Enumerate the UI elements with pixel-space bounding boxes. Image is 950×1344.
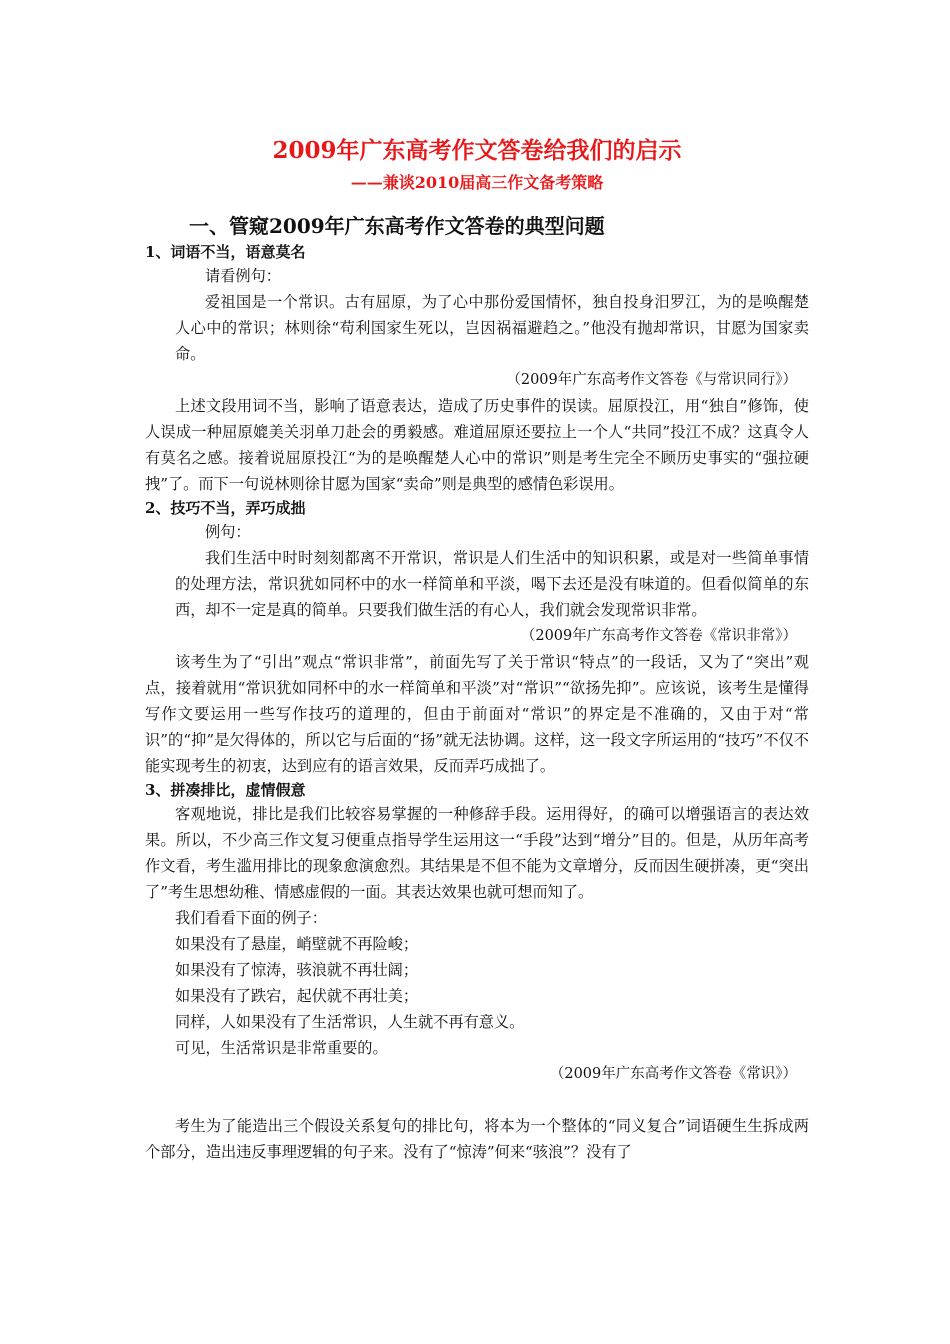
section1-heading: 一、管窥2009年广东高考作文答卷的典型问题 bbox=[189, 214, 605, 238]
item3-example-line: 如果没有了悬崖，峭壁就不再险峻； bbox=[175, 935, 418, 953]
spacer bbox=[145, 1087, 809, 1113]
item2-heading: 2、技巧不当，弄巧成拙 bbox=[145, 499, 306, 517]
item3-lead: 我们看看下面的例子： bbox=[175, 909, 327, 927]
item3-example-line: 如果没有了跌宕，起伏就不再壮美； bbox=[175, 987, 418, 1005]
item1-heading: 1、词语不当，语意莫名 bbox=[145, 243, 306, 261]
item3-heading: 3、拼凑排比，虚情假意 bbox=[145, 781, 306, 799]
item1-example bbox=[145, 289, 809, 367]
item3-analysis: 考生为了能造出三个假设关系复句的排比句，将本为一个整体的“同义复合”词语硬生生拆成两个部分，造出违反事理逻辑的句子来。没有了“惊涛”何来“骇浪”？没有了 bbox=[145, 1117, 809, 1161]
item3-example-line: 如果没有了惊涛，骇浪就不再壮阔； bbox=[175, 961, 418, 979]
item3-intro: 客观地说，排比是我们比较容易掌握的一种修辞手段。运用得好，的确可以增强语言的表达效果。所以，不少高三作文复习便重点指导学生运用这一“手段”达到“增分”目的。但是，从历年高考作文看，考生滥用排比的现象愈演愈烈。其结果是不但不能为文章增分，反而因生硬拼凑，更“突出了”考生思想幼稚、情感虚假的一面。其表达效果也就可想而知了。 bbox=[145, 805, 809, 901]
document-content bbox=[145, 135, 809, 1165]
document-subtitle: ——兼谈2010届高三作文备考策略 bbox=[350, 173, 604, 192]
item2-analysis: 该考生为了“引出”观点“常识非常”，前面先写了关于常识“特点”的一段话，又为了“突出”观点，接着就用“常识犹如同杯中的水一样简单和平淡”对“常识”“欲扬先抑”。应该说，该考生是懂得写作文要运用一些写作技巧的道理的，但由于前面对“常识”的界定是不准确的，又由于对“常识”的“抑”是欠得体的，所以它与后面的“扬”就无法协调。这样，这一段文字所运用的“技巧”不仅不能实现考生的初衷，达到应有的语言效果，反而弄巧成拙了。 bbox=[145, 653, 809, 775]
document-title: 2009年广东高考作文答卷给我们的启示 bbox=[272, 137, 682, 164]
item2-source: （2009年广东高考作文答卷《常识非常》） bbox=[520, 628, 797, 644]
item2-example-text: 我们生活中时时刻刻都离不开常识，常识是人们生活中的知识积累，或是对一些简单事情的处理方法，常识犹如同杯中的水一样简单和平淡，喝下去还是没有味道的。但看似简单的东西，却不一定是真的简单。只要我们做生活的有心人，我们就会发现常识非常。 bbox=[175, 549, 809, 619]
item1-analysis: 上述文段用词不当，影响了语意表达，造成了历史事件的误读。屈原投江，用“独自”修饰，使人误成一种屈原媲美关羽单刀赴会的勇毅感。难道屈原还要拉上一个人“共同”投江不成？这真令人有莫名之感。接着说屈原投江“为的是唤醒楚人心中的常识”则是考生完全不顾历史事实的“强拉硬拽”了。而下一句说林则徐甘愿为国家“卖命”则是典型的感情色彩误用。 bbox=[145, 397, 809, 493]
item1-example-text: 爱祖国是一个常识。古有屈原，为了心中那份爱国情怀，独自投身汨罗江，为的是唤醒楚人心中的常识；林则徐“苟利国家生死以，岂因祸福避趋之。”他没有抛却常识，甘愿为国家卖命。 bbox=[175, 293, 809, 363]
item3-example-line: 可见，生活常识是非常重要的。 bbox=[175, 1039, 388, 1057]
item3-source: （2009年广东高考作文答卷《常识》） bbox=[549, 1066, 797, 1082]
item1-source: （2009年广东高考作文答卷《与常识同行》） bbox=[506, 372, 797, 388]
item1-lead: 请看例句： bbox=[205, 267, 281, 285]
item2-example bbox=[145, 545, 809, 623]
item2-lead: 例句： bbox=[205, 523, 251, 541]
item3-example-line: 同样，人如果没有了生活常识，人生就不再有意义。 bbox=[175, 1013, 525, 1031]
